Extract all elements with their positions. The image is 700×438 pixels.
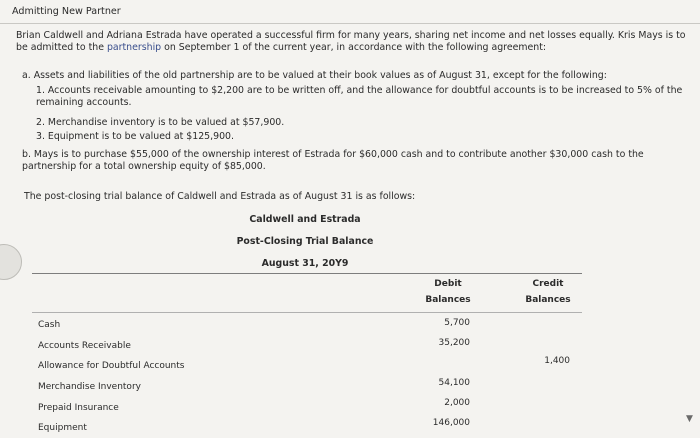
table-row-account: Allowance for Doubtful Accounts [38, 361, 185, 371]
trial-balance-intro: The post-closing trial balance of Caldwell and Estrada as of August 31 is as follows: [24, 191, 416, 202]
title-divider [0, 23, 700, 24]
agreement-item-a: a. Assets and liabilities of the old partnership are to be valued at their book values as of August 31, except for the following: [22, 70, 607, 81]
partnership-link[interactable]: partnership [106, 42, 162, 53]
agreement-item-a2: 2. Merchandise inventory is to be valued at $57,900. [36, 117, 285, 128]
scroll-down-icon[interactable]: ▼ [686, 414, 693, 424]
agreement-item-a3: 3. Equipment is to be valued at $125,900. [36, 131, 235, 142]
debit-column-header: Debit Balances [425, 279, 471, 305]
company-name: Caldwell and Estrada [249, 214, 361, 225]
statement-date: August 31, 20Y9 [261, 258, 349, 269]
agreement-item-a1: 1. Accounts receivable amounting to $2,200 are to be written off, and the allowance for doubtful accounts is to be increased to 5% of the remaining accounts. [36, 85, 683, 108]
back-button[interactable] [0, 244, 22, 280]
table-row-credit: 1,400 [544, 356, 570, 366]
table-row-account: Equipment [38, 423, 87, 433]
table-row-account: Cash [38, 320, 61, 330]
table-row-account: Merchandise Inventory [38, 382, 141, 392]
table-row-account: Prepaid Insurance [38, 403, 119, 413]
table-top-rule [32, 273, 582, 274]
table-row-account: Accounts Receivable [38, 341, 131, 351]
table-row-debit: 5,700 [444, 318, 470, 328]
agreement-item-b: b. Mays is to purchase $55,000 of the ownership interest of Estrada for $60,000 cash and to contribute another $30,000 cash to the partnership for a total ownership equity of $85,000. [22, 149, 644, 172]
table-row-debit: 35,200 [438, 338, 470, 348]
table-row-debit: 146,000 [432, 418, 470, 428]
table-row-debit: 2,000 [444, 398, 470, 408]
intro-text-1: Brian Caldwell and Adriana Estrada have operated a successful firm for many years, sharing net income and net losses equally. Kris Mays is to be admitted to the [16, 30, 686, 53]
credit-column-header: Credit Balances [525, 279, 571, 305]
page-title: Admitting New Partner [12, 6, 121, 17]
header-bottom-rule [32, 312, 582, 313]
intro-paragraph [16, 30, 692, 54]
intro-text-2: on September 1 of the current year, in accordance with the following agreement: [161, 42, 547, 53]
table-row-debit: 54,100 [438, 378, 470, 388]
statement-name: Post-Closing Trial Balance [236, 236, 374, 247]
